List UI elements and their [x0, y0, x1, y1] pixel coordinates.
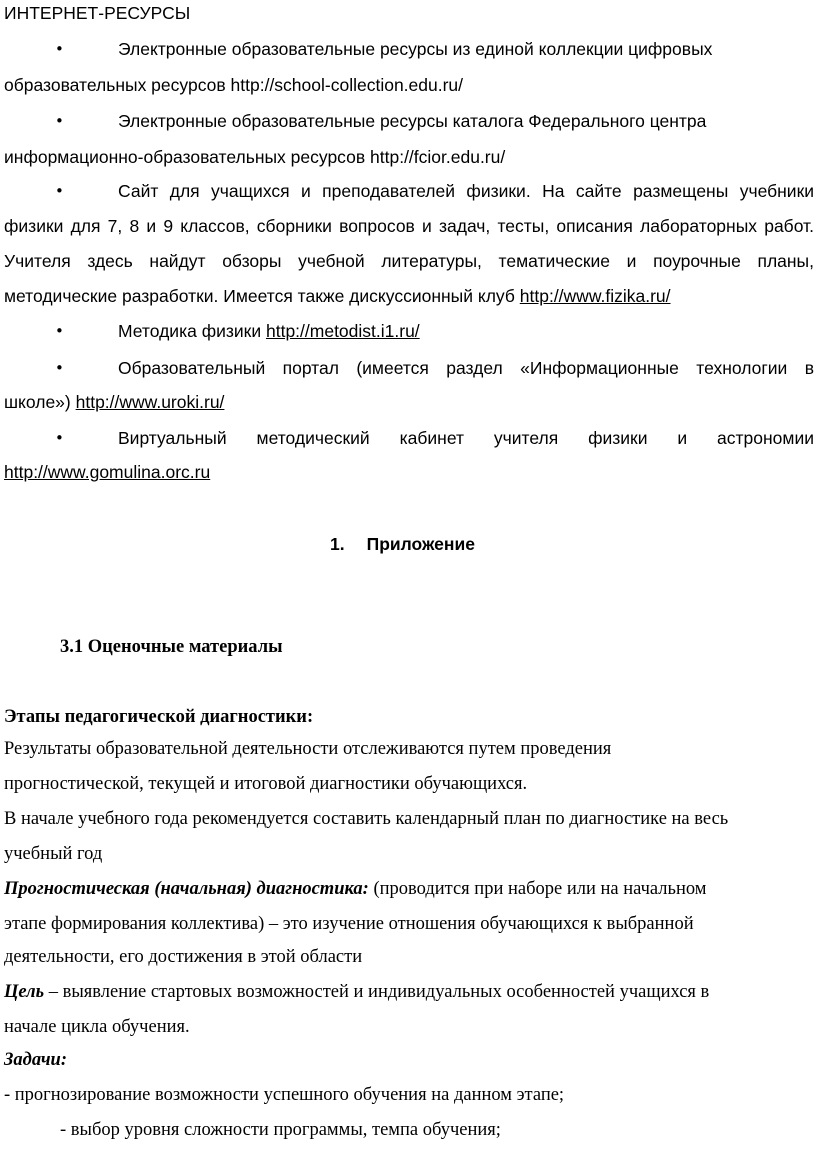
goal-line1 — [4, 981, 709, 1003]
resource-3-line3: Учителя здесь найдут обзоры учебной литературы, тематические и поурочные планы, — [4, 251, 814, 271]
goal-rest: – выявление стартовых возможностей и индивидуальных особенностей учащихся в — [44, 982, 710, 1002]
bullet-icon: • — [55, 429, 64, 447]
tasks-heading: Задачи: — [4, 1050, 68, 1070]
bullet-icon: • — [55, 40, 64, 58]
subsection-title: 3.1 Оценочные материалы — [60, 637, 283, 657]
resource-5-line2 — [4, 391, 224, 413]
paragraph-2-line1: В начале учебного года рекомендуется составить календарный план по диагностике на весь — [4, 809, 729, 829]
resource-1-text: образовательных ресурсов — [4, 75, 231, 95]
prognostic-rest: (проводится при наборе или на начальном — [368, 879, 707, 899]
resource-1-line1: Электронные образовательные ресурсы из единой коллекции цифровых — [118, 39, 713, 59]
prognostic-term: Прогностическая (начальная) диагностика: — [4, 879, 369, 899]
appendix-title: Приложение — [366, 534, 475, 554]
section-title: ИНТЕРНЕТ-РЕСУРСЫ — [4, 3, 191, 23]
resource-5-line1: Образовательный портал (имеется раздел «Информационные технологии в — [118, 358, 814, 378]
diagnostics-heading: Этапы педагогической диагностики: — [4, 707, 314, 727]
paragraph-2-line2: учебный год — [4, 844, 103, 864]
resource-2-text: информационно-образовательных ресурсов — [4, 147, 371, 167]
resource-3-text: методические разработки. Имеется также дискуссионный клуб — [4, 286, 520, 306]
resource-5-text: школе») — [4, 392, 76, 412]
resource-5-link[interactable]: http://www.uroki.ru/ — [75, 392, 225, 412]
resource-3-line1: Сайт для учащихся и преподавателей физики. На сайте размещены учебники — [118, 181, 814, 201]
paragraph-3-line2: этапе формирования коллектива) – это изучение отношения обучающихся к выбранной — [4, 914, 694, 934]
bullet-icon: • — [55, 182, 64, 200]
bullet-icon: • — [55, 322, 64, 340]
resource-6-line1: Виртуальный методический кабинет учителя физики и астрономии — [118, 428, 814, 448]
resource-6-line2 — [4, 461, 210, 483]
resource-1-line2 — [4, 74, 463, 96]
resource-4-text: Методика физики — [118, 321, 266, 341]
resource-3-link[interactable]: http://www.fizika.ru/ — [519, 286, 671, 306]
task-item-2: - выбор уровня сложности программы, темпа обучения; — [60, 1120, 501, 1140]
resource-6-link[interactable]: http://www.gomulina.orc.ru — [4, 462, 211, 482]
appendix-heading — [330, 533, 475, 555]
task-item-1: - прогнозирование возможности успешного обучения на данном этапе; — [4, 1085, 565, 1105]
resource-2-line2 — [4, 146, 505, 168]
resource-4-link[interactable]: http://metodist.i1.ru/ — [265, 321, 420, 341]
resource-3-line4 — [4, 285, 671, 307]
bullet-icon: • — [55, 112, 64, 130]
goal-line2: начале цикла обучения. — [4, 1017, 190, 1037]
resource-4-line1 — [118, 320, 420, 342]
goal-term: Цель — [4, 982, 45, 1002]
paragraph-1-line2: прогностической, текущей и итоговой диагностики обучающихся. — [4, 774, 528, 794]
resource-2-line1: Электронные образовательные ресурсы каталога Федерального центра — [118, 111, 707, 131]
resource-2-link[interactable]: http://fcior.edu.ru/ — [370, 147, 506, 167]
paragraph-1-line1: Результаты образовательной деятельности отслеживаются путем проведения — [4, 739, 612, 759]
resource-1-link[interactable]: http://school-collection.edu.ru/ — [230, 75, 464, 95]
resource-3-line2: физики для 7, 8 и 9 классов, сборники вопросов и задач, тесты, описания лабораторных работ. — [4, 216, 814, 236]
paragraph-3-line3: деятельности, его достижения в этой области — [4, 947, 363, 967]
bullet-icon: • — [55, 359, 64, 377]
appendix-number: 1. — [330, 534, 345, 554]
paragraph-3-line1 — [4, 878, 706, 900]
